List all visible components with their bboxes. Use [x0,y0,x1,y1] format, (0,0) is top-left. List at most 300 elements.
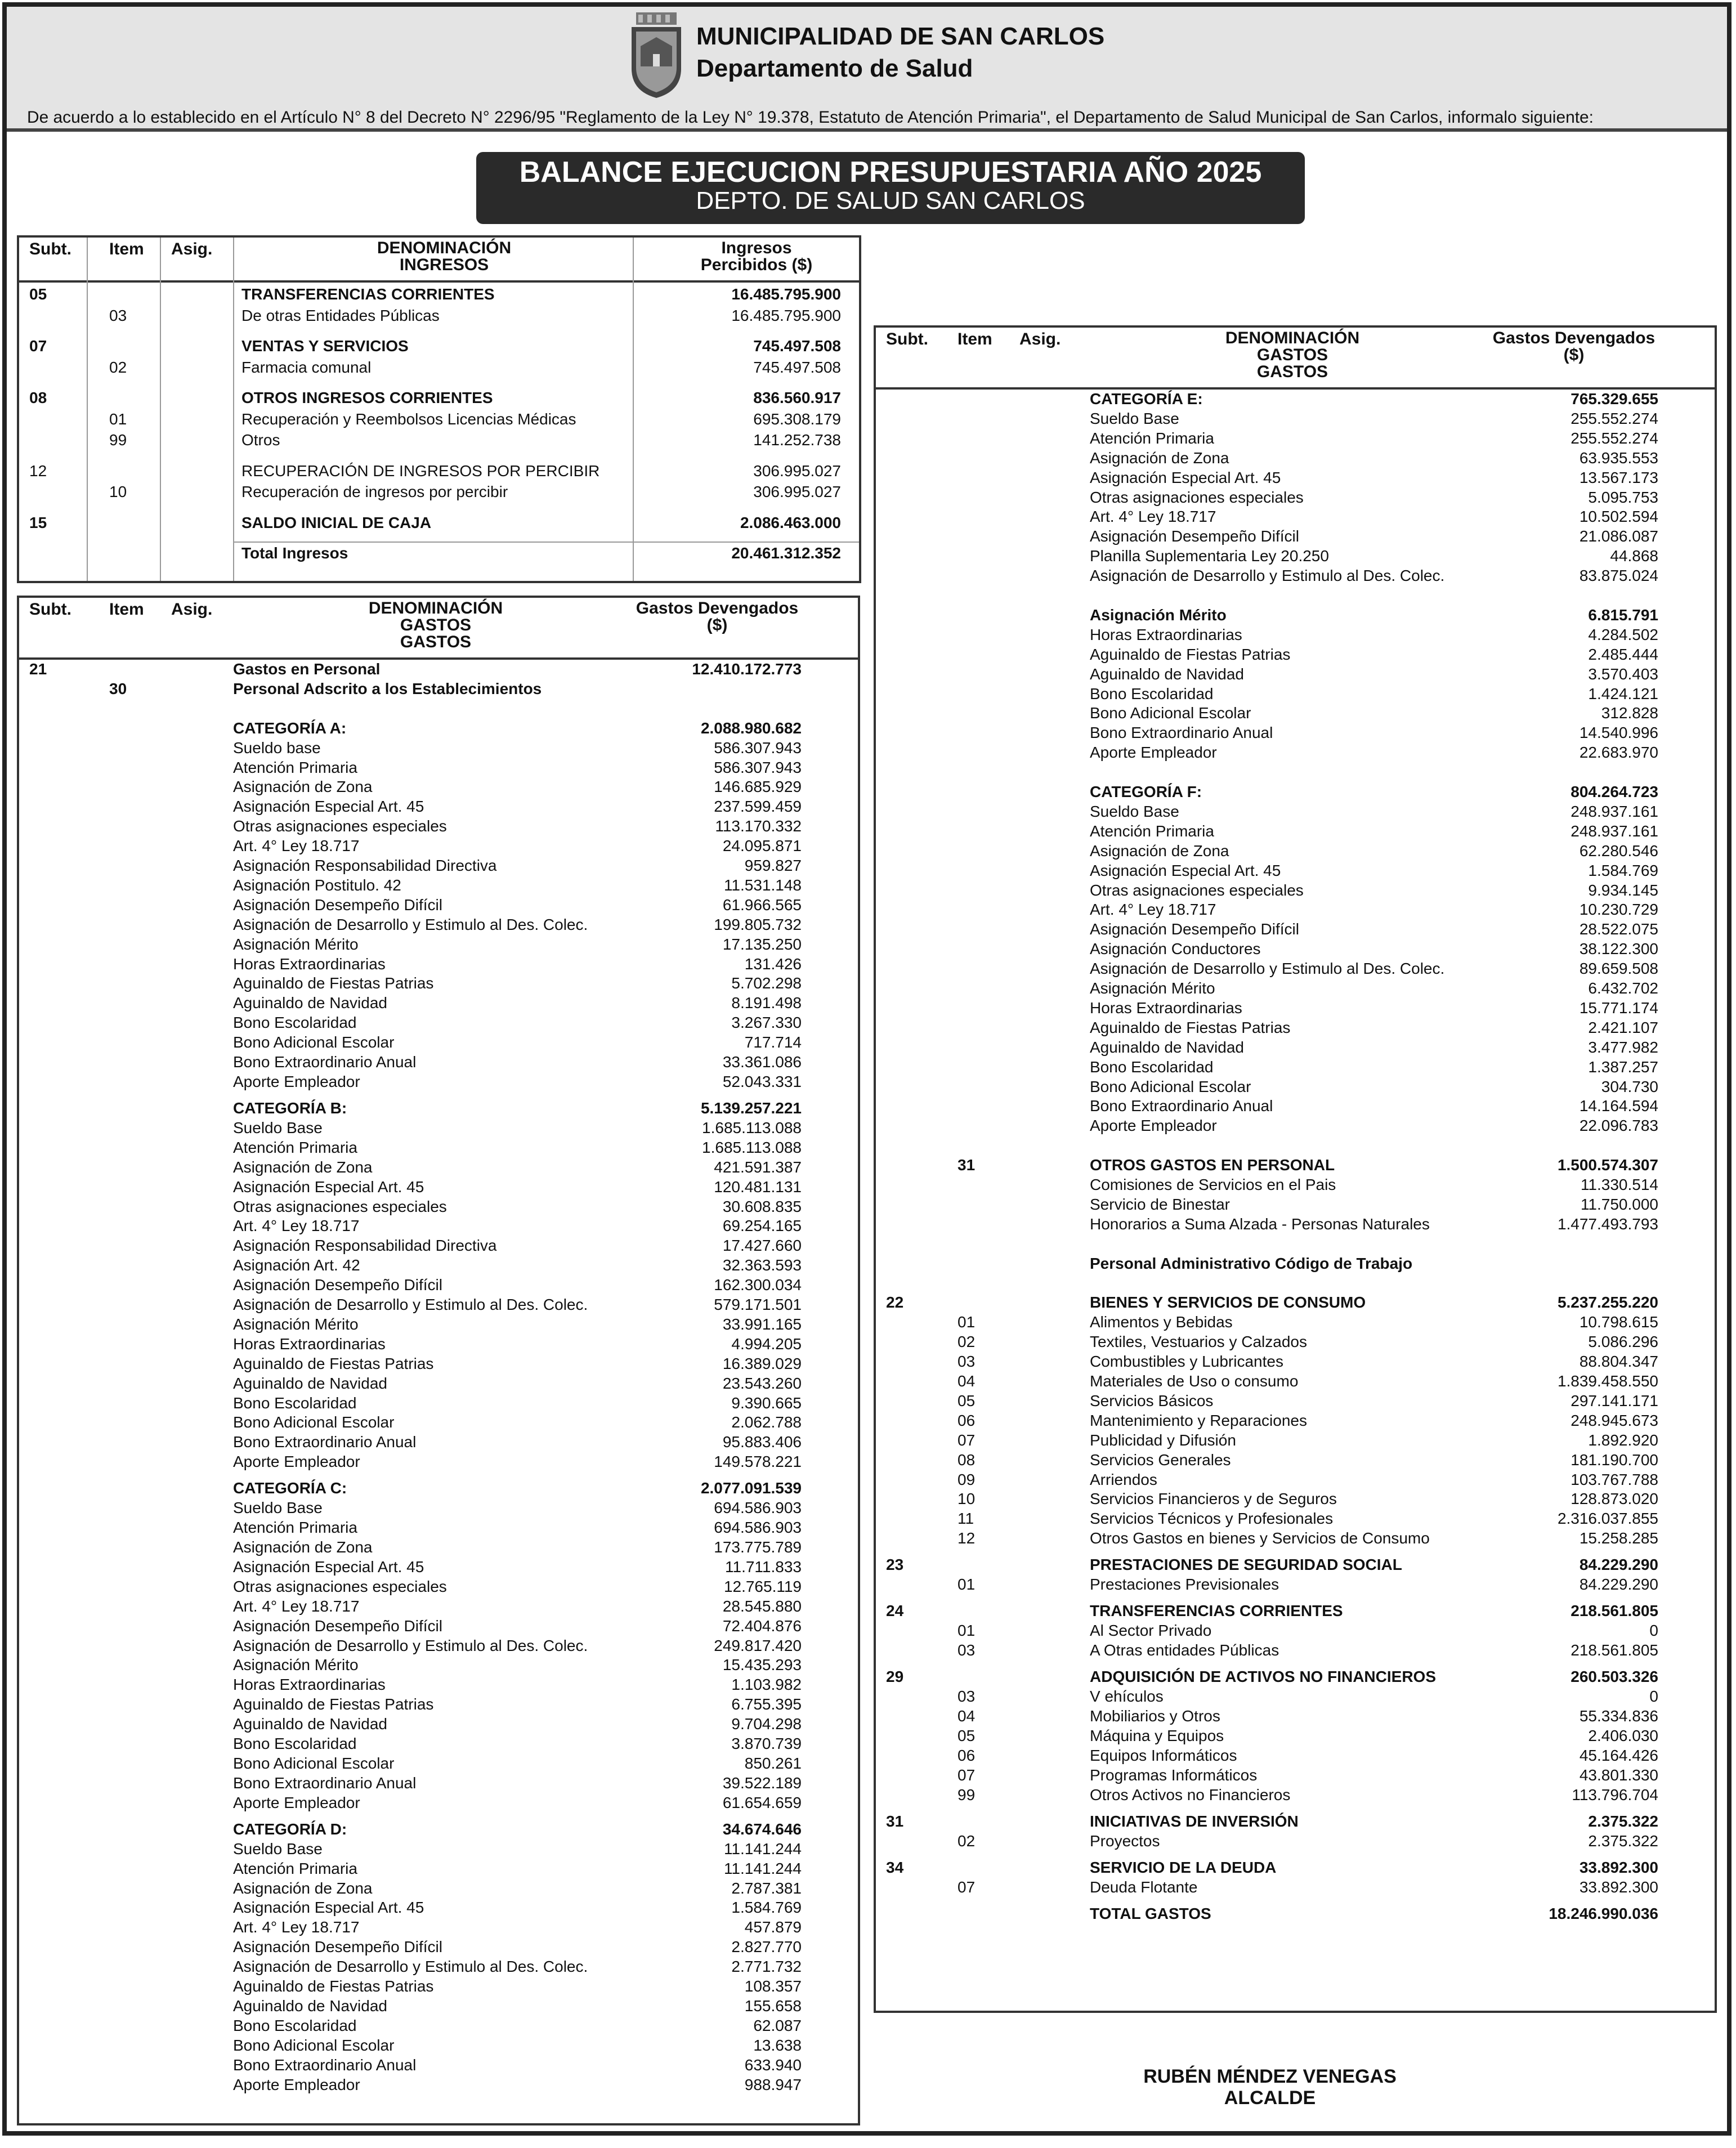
row-denominacion: Asignación de Desarrollo y Estimulo al Des. Colec. [233,915,588,933]
row-denominacion: Aporte Empleador [233,1793,360,1811]
ingresos-table [17,235,861,583]
table-row [19,758,858,777]
table-row [19,1617,858,1636]
row-value: 0 [1649,1688,1658,1706]
row-value: 10.502.594 [1579,508,1658,526]
table-row [19,1859,858,1878]
table-row [19,1354,858,1373]
row-value: 988.947 [744,2075,802,2093]
row-subt: 31 [886,1812,904,1830]
row-value: 38.122.300 [1579,940,1658,958]
header-title: MUNICIPALIDAD DE SAN CARLOS [696,23,1105,50]
table-row [876,429,1715,448]
row-denominacion: Honorarios a Suma Alzada - Personas Naturales [1090,1215,1430,1233]
row-denominacion: SERVICIO DE LA DEUDA [1090,1858,1277,1876]
row-value: 2.485.444 [1588,645,1658,663]
row-item: 01 [109,410,127,428]
row-value: 745.497.508 [753,337,841,355]
row-denominacion: Sueldo Base [233,1499,323,1517]
table-row [876,1575,1715,1594]
row-item: 04 [958,1372,976,1390]
row-value: 5.237.255.220 [1557,1294,1658,1312]
row-value: 421.591.387 [714,1158,802,1176]
header-asig: Asig. [171,600,213,619]
row-denominacion: Otras asignaciones especiales [233,817,447,835]
row-denominacion: Alimentos y Bebidas [1090,1313,1233,1331]
banner-subtitle: DEPTO. DE SALUD SAN CARLOS [696,187,1085,214]
row-denominacion: Horas Extraordinarias [233,1676,386,1694]
table-row [876,1391,1715,1411]
row-value: 83.875.024 [1579,567,1658,585]
row-denominacion: Bono Adicional Escolar [233,2036,395,2054]
row-value: 633.940 [744,2056,802,2074]
table-row [876,625,1715,645]
row-value: 17.135.250 [722,935,802,953]
row-value: 131.426 [744,955,802,973]
row-subt: 24 [886,1602,904,1620]
row-denominacion: PRESTACIONES DE SEGURIDAD SOCIAL [1090,1556,1402,1574]
row-denominacion: Bono Extraordinario Anual [233,1053,417,1071]
row-value: 457.879 [744,1918,802,1936]
table-row [19,1918,858,1937]
row-value: 16.485.795.900 [731,306,841,324]
table-row [876,1858,1715,1877]
table-row [876,861,1715,880]
row-denominacion: Prestaciones Previsionales [1090,1576,1279,1594]
table-row [19,896,858,915]
table-row [19,388,859,408]
row-item: 30 [109,679,127,697]
table-row [876,920,1715,939]
row-denominacion: SALDO INICIAL DE CAJA [241,513,432,531]
row-value: 15.435.293 [722,1656,802,1674]
row-value: 11.141.244 [723,1840,802,1858]
row-value: 28.522.075 [1579,920,1658,938]
row-subt: 34 [886,1858,904,1876]
row-denominacion: Bono Adicional Escolar [233,1413,395,1431]
row-denominacion: Otros [241,431,280,449]
row-denominacion: Bono Escolaridad [233,1735,357,1753]
row-denominacion: Bono Escolaridad [233,1394,357,1412]
table-row [19,1374,858,1393]
row-value: 14.540.996 [1579,724,1658,742]
table-row [876,1687,1715,1706]
table-row [876,1097,1715,1116]
row-denominacion: Aporte Empleador [233,1072,360,1090]
row-denominacion: Personal Administrativo Código de Trabajo [1090,1254,1413,1272]
row-value: 9.704.298 [731,1715,802,1733]
table-row [19,1898,858,1917]
table-row [19,1118,858,1138]
table-row [876,1116,1715,1135]
table-row [19,817,858,836]
row-denominacion: Bono Adicional Escolar [1090,704,1251,722]
row-denominacion: Asignación Conductores [1090,940,1261,958]
row-denominacion: Asignación de Desarrollo y Estimulo al Des. Colec. [233,1636,588,1654]
row-denominacion: Art. 4° Ley 18.717 [233,837,360,855]
row-subt: 15 [29,513,47,531]
row-item: 03 [958,1688,976,1706]
row-denominacion: Equipos Informáticos [1090,1746,1237,1764]
table-row [876,979,1715,998]
row-denominacion: Arriendos [1090,1470,1157,1488]
gastos-table-left [17,596,860,2125]
row-denominacion: A Otras entidades Públicas [1090,1641,1279,1659]
row-item: 05 [958,1726,976,1744]
row-denominacion: Atención Primaria [233,1138,357,1156]
row-denominacion: Mantenimiento y Reparaciones [1090,1411,1307,1429]
row-denominacion: Atención Primaria [233,758,357,776]
row-denominacion: Aguinaldo de Navidad [1090,1038,1244,1056]
table-row [876,1621,1715,1640]
row-item: 08 [958,1451,976,1469]
row-value: 199.805.732 [714,915,802,933]
table-row [19,1498,858,1518]
column-rule [233,238,234,581]
signature-name: RUBÉN MÉNDEZ VENEGAS [1143,2066,1397,2087]
table-row [19,1479,858,1498]
row-value: 34.674.646 [722,1820,802,1838]
table-row [19,1997,858,2016]
row-denominacion: ADQUISICIÓN DE ACTIVOS NO FINANCIEROS [1090,1668,1437,1686]
row-denominacion: Sueldo base [233,739,321,757]
row-value: 84.229.290 [1579,1576,1658,1594]
row-denominacion: Atención Primaria [1090,429,1214,447]
row-denominacion: CATEGORÍA E: [1090,390,1203,408]
table-row [876,1509,1715,1528]
row-value: 249.817.420 [714,1636,802,1654]
row-denominacion: Bono Escolaridad [1090,684,1214,702]
row-item: 01 [958,1313,976,1331]
row-denominacion: Al Sector Privado [1090,1622,1212,1640]
table-row [876,782,1715,802]
row-value: 5.086.296 [1588,1333,1658,1351]
row-denominacion: Aporte Empleador [233,1453,360,1471]
row-denominacion: Sueldo Base [233,1118,323,1136]
table-row [876,1175,1715,1194]
row-denominacion: Personal Adscrito a los Establecimientos [233,679,542,697]
row-value: 11.141.244 [723,1859,802,1877]
row-denominacion: Horas Extraordinarias [233,1335,386,1353]
row-denominacion: Aguinaldo de Navidad [233,1997,387,2015]
header-item: Item [958,330,992,348]
row-item: 12 [958,1529,976,1547]
row-value: 113.170.332 [715,817,802,835]
row-value: 694.586.903 [714,1519,802,1537]
banner-title: BALANCE EJECUCION PRESUPUESTARIA AÑO 2025 [519,156,1262,189]
row-denominacion: V ehículos [1090,1688,1164,1706]
row-denominacion: Bono Extraordinario Anual [233,1774,417,1792]
table-row [876,1641,1715,1660]
row-item: 99 [109,431,127,449]
table-row [876,1411,1715,1430]
row-denominacion: INICIATIVAS DE INVERSIÓN [1090,1812,1299,1830]
table-row [19,1033,858,1052]
row-denominacion: Aguinaldo de Fiestas Patrias [233,1977,434,1995]
header-item: Item [109,240,144,258]
column-rule [633,238,634,581]
row-subt: 05 [29,285,47,303]
row-denominacion: Recuperación y Reembolsos Licencias Médicas [241,410,576,428]
row-denominacion: Asignación de Desarrollo y Estimulo al Des. Colec. [233,1958,588,1976]
row-denominacion: Asignación Mérito [233,1656,359,1674]
table-row [19,739,858,758]
row-value: 9.934.145 [1588,881,1658,899]
row-value: 4.284.502 [1588,625,1658,643]
row-denominacion: Asignación Especial Art. 45 [1090,861,1281,879]
table-row [876,606,1715,625]
row-value: 15.771.174 [1579,999,1658,1017]
row-item: 01 [958,1622,976,1640]
table-row [19,1820,858,1839]
row-denominacion: Art. 4° Ley 18.717 [233,1597,360,1615]
table-row [19,1734,858,1753]
row-denominacion: Aguinaldo de Fiestas Patrias [1090,645,1291,663]
row-value: 15.258.285 [1579,1529,1658,1547]
table-row [876,939,1715,959]
row-value: 248.937.161 [1571,822,1658,840]
table-row [876,822,1715,841]
table-row [19,1315,858,1334]
header-subt: Subt. [29,600,71,619]
table-row [19,410,859,429]
row-subt: 07 [29,337,47,355]
row-value: 155.658 [744,1997,802,2015]
row-denominacion: Otras asignaciones especiales [233,1577,447,1595]
row-subt: 23 [886,1556,904,1574]
header-subtitle: Departamento de Salud [696,55,973,82]
table-row [19,1977,858,1996]
row-value: 2.827.770 [731,1938,802,1956]
header-item: Item [109,600,144,619]
row-denominacion: VENTAS Y SERVICIOS [241,337,409,355]
row-value: 33.361.086 [722,1053,802,1071]
row-value: 218.561.805 [1571,1602,1658,1620]
row-value: 586.307.943 [714,739,802,757]
row-value: 24.095.871 [722,837,802,855]
row-denominacion: Asignación Responsabilidad Directiva [233,1237,497,1255]
row-value: 61.966.565 [722,896,802,914]
row-value: 12.410.172.773 [692,660,802,678]
row-item: 10 [958,1490,976,1508]
row-item: 02 [109,358,127,376]
row-value: 5.095.753 [1588,488,1658,506]
row-value: 2.077.091.539 [700,1479,802,1497]
row-denominacion: Art. 4° Ley 18.717 [1090,901,1216,919]
table-row [876,1555,1715,1574]
table-row [19,1879,858,1898]
row-value: 43.801.330 [1579,1766,1658,1784]
table-row [19,1413,858,1432]
table-row [876,1077,1715,1097]
table-row [876,959,1715,978]
row-item: 99 [958,1785,976,1804]
row-value: 11.330.514 [1580,1176,1658,1193]
table-row [876,1451,1715,1470]
row-denominacion: Planilla Suplementaria Ley 20.250 [1090,547,1329,565]
row-value: 304.730 [1601,1077,1658,1095]
table-row [19,1053,858,1072]
row-value: 28.545.880 [722,1597,802,1615]
table-row [876,1726,1715,1746]
row-value: 1.387.257 [1588,1058,1658,1076]
table-row [19,836,858,856]
row-value: 11.750.000 [1580,1195,1658,1213]
row-denominacion: CATEGORÍA C: [233,1479,347,1497]
table-row [19,915,858,934]
row-value: 10.798.615 [1579,1313,1658,1331]
table-row [876,566,1715,585]
table-row [19,1840,858,1859]
total-rule [233,542,859,543]
table-row [19,2056,858,2075]
table-row [876,1832,1715,1851]
row-value: 248.945.673 [1571,1411,1658,1429]
row-denominacion: Máquina y Equipos [1090,1726,1224,1744]
row-value: 72.404.876 [722,1617,802,1635]
table-row [876,842,1715,861]
row-value: 804.264.723 [1571,783,1658,800]
row-subt: 21 [29,660,47,678]
row-value: 836.560.917 [753,389,841,406]
row-value: 695.308.179 [753,410,841,428]
row-denominacion: Bono Escolaridad [233,2016,357,2034]
row-denominacion: Bono Extraordinario Anual [233,2056,417,2074]
header-valor: Ingresos Percibidos ($) [700,239,813,274]
table-row [19,1558,858,1577]
table-row [876,1878,1715,1897]
row-item: 06 [958,1746,976,1764]
row-denominacion: Aporte Empleador [233,2075,360,2093]
row-value: 30.608.835 [722,1197,802,1215]
row-value: 2.421.107 [1588,1018,1658,1036]
table-row [876,1018,1715,1037]
row-value: 103.767.788 [1571,1470,1658,1488]
row-subt: 29 [886,1668,904,1686]
table-row [876,881,1715,900]
table-row [19,337,859,356]
row-value: 260.503.326 [1571,1668,1658,1686]
table-row [19,2016,858,2035]
table-row [19,358,859,377]
table-row [876,1372,1715,1391]
row-value: 1.584.769 [731,1899,802,1917]
table-row [876,1746,1715,1765]
row-denominacion: Otras asignaciones especiales [1090,881,1304,899]
row-denominacion: Aguinaldo de Navidad [1090,665,1244,683]
row-item: 31 [958,1156,976,1174]
table-row [19,1695,858,1714]
row-denominacion: Horas Extraordinarias [1090,625,1242,643]
row-denominacion: Textiles, Vestuarios y Calzados [1090,1333,1307,1351]
table-row [876,1156,1715,1175]
row-subt: 22 [886,1294,904,1312]
row-item: 03 [958,1641,976,1659]
table-row [876,507,1715,526]
row-denominacion: Atención Primaria [1090,822,1214,840]
row-value: 10.230.729 [1579,901,1658,919]
row-value: 95.883.406 [722,1433,802,1451]
row-denominacion: Art. 4° Ley 18.717 [233,1217,360,1235]
row-denominacion: Asignación Desempeño Difícil [233,896,442,914]
row-denominacion: Asignación Mérito [233,1315,359,1333]
row-denominacion: Recuperación de ingresos por percibir [241,483,508,500]
row-denominacion: Asignación Especial Art. 45 [233,1899,424,1917]
table-row [876,1313,1715,1332]
row-value: 32.363.593 [722,1256,802,1274]
table-row [19,856,858,875]
row-value: 579.171.501 [714,1296,802,1313]
row-value: 6.755.395 [731,1695,802,1713]
table-row [876,409,1715,428]
row-item: 09 [958,1470,976,1488]
table-row [19,2075,858,2095]
row-value: 11.531.148 [723,876,802,894]
row-value: 2.316.037.855 [1557,1510,1658,1528]
row-denominacion: Art. 4° Ley 18.717 [233,1918,360,1936]
row-denominacion: TOTAL GASTOS [1090,1904,1211,1922]
table-row [876,802,1715,821]
row-denominacion: Aguinaldo de Fiestas Patrias [1090,1018,1291,1036]
row-denominacion: Asignación Desempeño Difícil [233,1617,442,1635]
row-denominacion: Aguinaldo de Fiestas Patrias [233,974,434,992]
row-denominacion: Bono Extraordinario Anual [1090,724,1273,742]
intro-paragraph: De acuerdo a lo establecido en el Artículo N° 8 del Decreto N° 2296/95 "Reglamento de la Ley N° 19.378, Estatuto de Atención Primaria", el Departamento de Salud Municipal de San Carlos, informalo siguiente: [27,108,1594,127]
row-denominacion: Sueldo Base [233,1840,323,1858]
table-row [19,1957,858,1976]
row-denominacion: Asignación Desempeño Difícil [1090,527,1299,545]
row-value: 5.139.257.221 [700,1099,802,1117]
gastos-table-right [874,325,1717,2013]
table-row [876,1489,1715,1509]
table-row [19,1636,858,1655]
row-value: 63.935.553 [1579,449,1658,467]
row-item: 05 [958,1391,976,1409]
row-value: 694.586.903 [714,1499,802,1517]
table-row [876,1332,1715,1352]
row-denominacion: De otras Entidades Públicas [241,306,440,324]
row-value: 745.497.508 [753,358,841,376]
table-row [19,482,859,502]
row-denominacion: Deuda Flotante [1090,1878,1198,1896]
row-value: 1.892.920 [1588,1431,1658,1449]
row-denominacion: OTROS INGRESOS CORRIENTES [241,389,493,406]
table-row [876,390,1715,409]
row-denominacion: Asignación Especial Art. 45 [233,1178,424,1196]
row-value: 33.991.165 [722,1315,802,1333]
row-value: 717.714 [744,1033,802,1051]
row-denominacion: Bono Extraordinario Anual [233,1433,417,1451]
table-row [19,1013,858,1032]
row-value: 2.088.980.682 [700,719,802,737]
table-row [19,1138,858,1157]
row-value: 22.683.970 [1579,744,1658,762]
header-valor: Gastos Devengados ($) [636,599,799,634]
row-value: 8.191.498 [731,994,802,1012]
table-row [19,1655,858,1675]
table-row [876,1766,1715,1785]
row-value: 1.685.113.088 [702,1138,802,1156]
table-row [876,723,1715,742]
row-denominacion: Sueldo Base [1090,409,1179,427]
table-row [19,1675,858,1694]
row-value: 108.357 [744,1977,802,1995]
header-valor: Gastos Devengados ($) [1492,329,1656,364]
column-rule [160,238,161,581]
row-denominacion: BIENES Y SERVICIOS DE CONSUMO [1090,1294,1366,1312]
table-row [19,1216,858,1236]
row-value: 850.261 [744,1754,802,1772]
